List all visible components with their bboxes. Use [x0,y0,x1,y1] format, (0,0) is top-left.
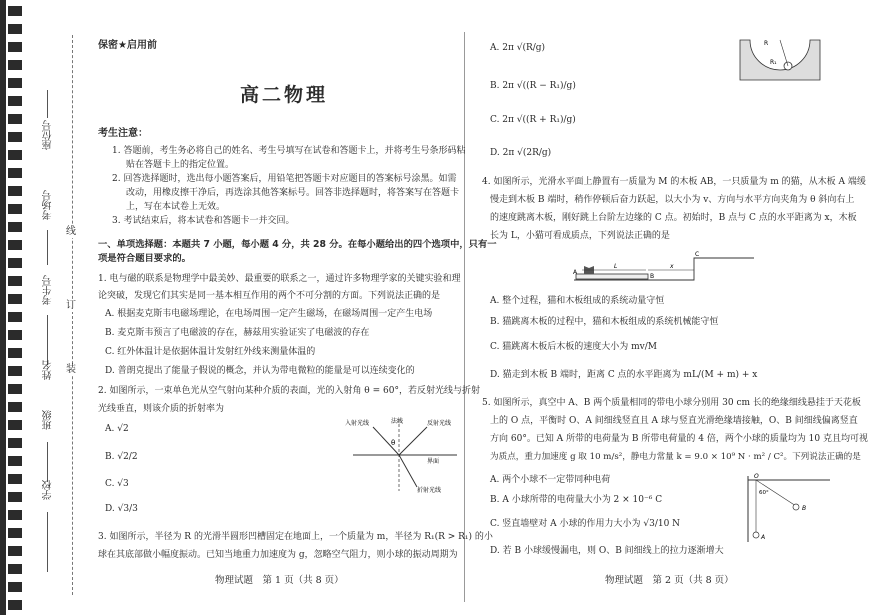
q3-option-c: C. 2π √((R + R₁)/g) [490,115,576,125]
exam-room-label: 考场号 [43,190,54,220]
q3-label-r: R [764,40,769,47]
q2-reflected-ray [399,427,427,455]
footer-page-2: 物理试题 第 2 页（共 8 页） [605,575,734,586]
seat-number-blank [47,90,48,118]
name-field[interactable] [38,360,58,400]
candidate-number-blank [47,315,48,365]
q3-groove [740,40,820,80]
q3-label-r1: R₁ [770,59,777,66]
exam-room-blank [47,230,48,265]
q4-option-d: D. 猫走到木板 B 端时，距离 C 点的水平距离为 mL/(M + m) + x [490,370,758,380]
q2-label-reflected: 反射光线 [427,420,452,427]
seat-number-label: 座位号 [43,120,54,150]
q5-option-c: C. 竖直墙壁对 A 小球的作用力大小为 √3/10 N [490,519,681,529]
q1-option-d: D. 普朗克提出了能量子假说的概念，并认为带电微粒的能量是可以连续变化的 [105,366,415,376]
q5-stem: 方向 60°。已知 A 所带的电荷量为 B 所带电荷量的 4 倍，两个小球的质量均为 10 克且均可视 [490,434,868,444]
q2-label-theta: θ [391,439,396,447]
q1-option-b: B. 麦克斯韦预言了电磁波的存在，赫兹用实验证实了电磁波的存在 [105,328,370,338]
q4-stem: 慢走到木板 B 端时，稍作停顿后奋力跃起，以大小为 v、方向与水平方向夹角为 θ 斜向右上 [490,195,855,205]
q5-stem: 上的 O 点，平衡时 O、A 间细线竖直且 A 球与竖直光滑绝缘墙接触，O、B 间细线偏离竖直 [490,416,858,426]
q2-option-d: D. √3/3 [105,504,138,514]
q5-option-d: D. 若 B 小球缓慢漏电，则 O、B 间细线上的拉力逐渐增大 [490,546,724,556]
section-heading-cont: 项是符合题目要求的。 [98,253,191,264]
q5-suspended-balls-figure [740,472,832,544]
q1-stem: 论突破，发现它们其实是同一基本相互作用的两个不可分割的方面。下列说法正确的是 [98,291,441,301]
name-label: 姓名 [43,360,54,380]
q3-radius-line [780,40,788,66]
q2-option-c: C. √3 [105,479,129,489]
school-blank [47,512,48,572]
q5-stem: 5. 如图所示，真空中 A、B 两个质量相同的带电小球分别用 30 cm 长的绝缘细线悬挂于天花板 [482,398,861,408]
q1-option-c: C. 红外体温计是依据体温计发射红外线来测量体温的 [105,347,316,357]
seal-line [72,35,73,595]
q2-label-interface: 界面 [427,458,440,465]
section-heading: 一、单项选择题：本题共 7 小题，每小题 4 分，共 28 分。在每小题给出的四个选项中，只有一 [98,239,497,250]
q5-ball-b [793,504,799,510]
seal-char-pack: 装 [66,364,76,375]
notice-line: 1. 答题前，考生务必将自己的姓名、考生号填写在试卷和答题卡上，并将考生号条形码粘 [112,146,466,156]
q4-label-x: x [670,263,674,270]
seat-number-field[interactable] [38,90,58,185]
seal-char-bind: 订 [66,300,76,311]
q3-stem: 3. 如图所示，半径为 R 的光滑半圆形凹槽固定在地面上，一个质量为 m，半径为 R₁(R > R₁) 的小 [98,532,493,542]
q2-stem: 2. 如图所示，一束单色光从空气射向某种介质的表面，光的入射角 θ = 60°，若反射光线与折射 [98,386,480,396]
q2-refracted-ray [399,455,417,487]
q2-stem: 光线垂直，则该介质的折射率为 [98,404,225,414]
q5-label-b: B [802,505,807,512]
notice-line: 上，写在本试卷上无效。 [126,202,226,212]
q4-option-b: B. 猫跳离木板的过程中，猫和木板组成的系统机械能守恒 [490,317,719,327]
school-field[interactable] [38,480,58,580]
exam-room-field[interactable] [38,190,58,270]
candidate-number-label: 考生号 [43,275,54,305]
q3-option-b: B. 2π √((R − R₁)/g) [490,81,576,91]
q4-stem: 的速度跳离木板，刚好跳上台阶左边缘的 C 点。初始时，B 点与 C 点的水平距离为 x，木板 [490,213,857,223]
q5-label-a: A [761,534,766,541]
q4-label-a: A [573,269,578,276]
class-blank [47,442,48,482]
q1-option-a: A. 根据麦克斯韦电磁场理论，在电场周围一定产生磁场，在磁场周围一定产生电场 [105,309,433,319]
q2-option-a: A. √2 [105,424,129,434]
q4-label-l: L [614,263,618,270]
q4-board [576,274,648,279]
q3-option-d: D. 2π √(2R/g) [490,148,552,158]
q2-label-refracted: 折射光线 [417,487,442,494]
notice-line: 改动，用橡皮擦干净后，再选涂其他答案标号。回答非选择题时，将答案写在答题卡 [126,188,460,198]
q2-option-b: B. √2/2 [105,452,138,462]
q4-stem: 4. 如图所示，光滑水平面上静置有一质量为 M 的木板 AB，一只质量为 m 的猫，从木板 A 端缓 [482,177,866,187]
notice-line: 贴在答题卡上的指定位置。 [126,160,235,170]
q1-stem: 1. 电与磁的联系是物理学中最美妙、最重要的联系之一，通过许多物理学家的关键实验和理 [98,274,461,284]
candidate-number-field[interactable] [38,275,58,370]
notice-line: 3. 考试结束后，将本试卷和答题卡一并交回。 [112,216,295,226]
q5-label-angle: 60° [759,490,769,496]
q2-label-normal: 法线 [391,418,404,425]
notice-line: 2. 回答选择题时，选出每小题答案后，用铅笔把答题卡对应题目的答案标号涂黑。如需 [112,174,457,184]
q4-label-b: B [650,273,655,280]
q5-option-b: B. A 小球所带的电荷量大小为 2 × 10⁻⁶ C [490,495,663,505]
q5-option-a: A. 两个小球不一定带同种电荷 [490,475,611,485]
q4-label-c: C [695,251,700,258]
page-title: 高二物理 [240,84,329,106]
q5-label-o: O [754,473,759,480]
q2-label-incident: 入射光线 [345,420,370,427]
notice-heading: 考生注意： [98,128,148,139]
q3-stem: 球在其底部做小幅度振动。已知当地重力加速度为 g，忽略空气阻力，则小球的振动周期为 [98,550,458,560]
q4-stem: 长为 L，小猫可看成质点，下列说法正确的是 [490,231,670,241]
q5-ball-a [753,532,759,538]
class-field[interactable] [38,410,58,485]
q3-bowl-figure [738,36,822,84]
q4-cat-board-figure [570,248,760,284]
column-divider [464,32,465,602]
confidential-mark: 保密★启用前 [98,40,157,51]
footer-page-1: 物理试题 第 1 页（共 8 页） [215,575,344,586]
binding-stripes [0,0,28,615]
q4-option-a: A. 整个过程，猫和木板组成的系统动量守恒 [490,296,665,306]
q3-option-a: A. 2π √(R/g) [490,43,546,53]
q2-refraction-figure [335,415,465,495]
seal-char-line: 线 [66,226,76,237]
school-label: 学校 [43,480,54,500]
q4-option-c: C. 猫跳离木板后木板的速度大小为 mv/M [490,342,658,352]
class-label: 班级 [43,410,54,430]
q5-stem: 为质点，重力加速度 g 取 10 m/s²，静电力常量 k = 9.0 × 10⁹ N · m² / C²。下列说法正确的是 [490,452,861,462]
